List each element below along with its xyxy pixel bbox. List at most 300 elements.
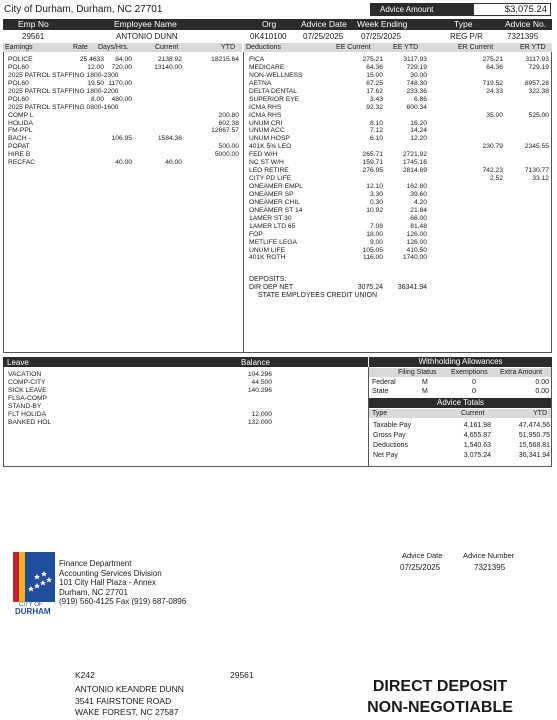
leave-balances-cell: 104.296 [247,371,272,378]
logo-text-bottom: DURHAM [15,607,51,616]
deductions-total-current: 1,540.63 [463,442,491,449]
deduction-er-current-cell [466,183,503,191]
totals-row-gross [369,432,552,442]
deduction-ee-ytd-cell: 21.84 [410,206,427,214]
deduction-ee-current-cell: 17.62 [366,87,383,95]
deduction-er-ytd-cell [508,207,549,215]
deduction-ee-current [346,56,383,262]
deduction-ee-current-cell [346,175,383,183]
deduction-ee-current-cell [346,143,383,151]
deduction-er-ytd-cell [508,223,549,231]
deduction-er-current-cell [466,207,503,215]
totals-title: Advice Totals [369,398,552,408]
main-right-border [551,52,552,353]
header-advice-date: Advice Date [301,19,347,29]
address-line: ANTONIO KEANDRE DUNN [75,684,184,694]
earnings-ytd-cell: 200.80 [218,111,239,119]
totals-row-net [369,452,552,462]
deduction-ee-ytd-cell: 66.00 [410,214,427,222]
deduction-ee-current-cell [346,112,383,120]
earnings-names-cell: RECFAC [8,159,36,167]
deduction-ee-current-cell: 159.71 [362,159,383,167]
stub-advice-date-label: Advice Date [402,551,443,560]
deduction-ee-ytd-cell: 16.20 [410,119,427,127]
mail-code: K242 [75,670,95,680]
deduction-er-current-cell [466,135,503,143]
deduction-ee-ytd-cell: 126.00 [406,230,427,238]
deduction-er-current-cell: 64.36 [486,63,503,71]
deduction-ee-ytd-cell: 14.24 [410,127,427,135]
main-bottom-border [3,352,552,353]
stub-advice-number-label: Advice Number [463,551,515,560]
deduction-er-current-cell: 719.52 [482,79,503,87]
deduction-names-cell: MEDICARE [249,63,285,71]
federal-exemptions: 0 [472,379,476,386]
stamp-line: DIRECT DEPOSIT [372,678,508,695]
federal-extra: 0.00 [535,379,549,386]
week-ending-value: 07/25/2025 [361,32,402,41]
deductions-col-name: Deductions [246,44,282,51]
main-center-divider [243,52,244,353]
deduction-ee-current-cell: 7.12 [369,127,383,135]
earnings-current-cell: 1584.36 [157,135,182,143]
deduction-ee-ytd-cell: 233.36 [406,87,427,95]
totals-col-ytd: YTD [533,410,547,417]
withholding-col-filing: Filing Status [398,369,437,376]
deduction-er-ytd-cell: 322.38 [528,87,549,95]
deduction-names-cell: AETNA [249,79,272,87]
withholding-title: Withholding Allowances [369,357,552,367]
deduction-ee-current-cell: 105.05 [362,246,383,254]
earnings-names-cell: BACH - [8,135,31,143]
deduction-er-current-cell: 35.00 [486,111,503,119]
deduction-names-cell: LEO RETIRE [249,167,289,175]
deduction-names-cell: UNUM HOSP [249,135,290,143]
deduction-er-current-cell: 275.21 [482,56,503,63]
employer-line: City of Durham, Durham, NC 27701 [4,4,163,15]
main-left-border [3,52,4,353]
withholding-row-federal [369,379,552,388]
dept-line: Durham, NC 27701 [59,587,128,597]
earnings-names-cell: POLICE [8,56,33,63]
deduction-ee-ytd-cell: 3117.93 [403,56,427,63]
earnings-current-cell: 13140.00 [154,63,182,71]
deduction-ee-ytd-cell: 30.00 [410,71,427,79]
deduction-ee-ytd-cell: 6.86 [413,95,427,103]
earnings-names-cell: COMP L [8,111,34,119]
deduction-names-cell: 401K ROTH [249,254,286,262]
header-emp-no: Emp No [18,19,49,29]
earnings-ytd-cell: 500.00 [218,143,239,151]
advice-amount-value: $3,075.24 [473,3,551,16]
deduction-ee-ytd-cell: 1745.16 [402,159,427,167]
earnings-hours-cell [98,112,132,120]
earnings-current-cell: 2138.92 [157,56,182,63]
earnings-hours-cell: 106.95 [111,135,132,143]
deduction-names-cell: FICA [249,56,265,63]
deduction-ee-ytd-cell: 410.50 [406,246,427,254]
deduction-er-ytd-cell [508,104,549,112]
header-advice-no: Advice No. [505,19,547,29]
leave-balances-cell: 12.000 [251,410,272,418]
header-org: Org [262,19,277,29]
net-current: 3,075.24 [463,452,491,459]
leave-balances-cell: 132.000 [247,418,272,426]
state-exemptions: 0 [472,388,476,395]
advice-amount-label: Advice Amount [370,3,473,16]
deduction-ee-ytd-cell: 12.20 [410,135,427,143]
deduction-ee-current-cell: 3.43 [369,95,383,103]
deduction-ee-current-cell: 116.00 [363,254,383,262]
deduction-ee-current-cell: 67.25 [366,79,383,87]
earnings-rates-cell: 8.00 [90,95,104,103]
deduction-er-ytd-cell [508,159,549,167]
earnings-names-cell: HIRE B [8,151,31,159]
address-line: 3541 FAIRSTONE ROAD [75,695,172,706]
earnings-current-cell [140,151,182,159]
deduction-names-cell: ONEAMER SP [249,190,294,198]
earnings-col-rate: Rate [73,44,88,51]
stamp-line: NON-NEGOTIABLE [367,699,513,716]
deduction-er-current-cell: 230.79 [482,143,503,151]
leave-left-border [3,367,4,467]
deduction-names-cell: UNUM LIFE [249,246,286,254]
totals-col-type: Type [372,410,388,417]
earnings-rates-cell: 19.50 [87,79,104,87]
totals-row-taxable [369,422,552,432]
earnings-current [140,56,182,167]
earnings-ytd [196,56,239,167]
deduction-names-cell: 1AMER LTD 65 [249,222,296,230]
earnings-hours-cell: 40.00 [115,159,132,167]
leave-balances-cell: 140.296 [247,386,272,394]
deduction-er-current-cell [466,120,503,128]
deduction-ee-ytd-cell: 748.30 [406,79,427,87]
earnings-ytd-cell: 12667.57 [211,127,239,135]
earnings-header [3,43,242,52]
deposits-label: DEPOSITS: [249,276,287,283]
deduction-er-ytd-cell [508,199,549,207]
deduction-ee-current-cell: 12.10 [366,183,383,190]
deduction-ee-current-cell: 3.30 [369,190,383,198]
totals-row-deductions [369,442,552,452]
withholding-col-exemptions: Exemptions [451,369,488,376]
direct-deposit-stamp [340,676,540,718]
taxable-ytd: 47,474.56 [518,422,550,429]
taxable-label: Taxable Pay [373,422,412,429]
deduction-er-ytd-cell: 2345.55 [524,143,549,151]
deduction-ee-current-cell: 275.21 [362,56,383,63]
deduction-names-cell: ICMA RHS [249,111,282,119]
deduction-er-ytd-cell: 7130.77 [524,167,549,175]
deduction-names-cell: SUPERIOR EYE [249,95,300,103]
deduction-ee-ytd-cell: 1740.00 [402,254,427,262]
deduction-er-ytd-cell: 8957.28 [524,79,549,87]
leave-header [3,357,368,367]
deduction-ee-current-cell: 7.08 [369,222,383,230]
deduction-er-current-cell [466,72,503,80]
deduction-ee-ytd-cell: 4.20 [413,198,427,206]
header-week-ending: Week Ending [357,19,408,29]
mail-emp-no: 29561 [230,670,254,680]
earnings-ytd-cell [196,96,239,104]
leave-balances [226,371,272,427]
earnings-hours-cell [98,104,132,112]
earnings-names-cell: 2025 PATROL STAFFING 1800-2200 [8,87,119,95]
dept-line: Accounting Services Division [59,568,162,578]
withholding-header [369,368,552,377]
deduction-ee-current-cell: 8.10 [369,119,383,127]
earnings-current-cell: 40.00 [165,159,182,167]
net-ytd: 36,341.94 [518,452,550,459]
earnings-ytd-cell: 602.38 [218,119,239,127]
deduction-ee-ytd-cell [387,175,427,183]
deduction-ee-current-cell [346,215,383,223]
deduction-names-cell: FOP [249,230,263,238]
totals-right-border [551,367,552,467]
deduction-names-cell: DELTA DENTAL [249,87,297,95]
leave-names-cell: FLT HOLIDA [8,410,47,418]
earnings-hours-cell [98,143,132,151]
deduction-er-ytd-cell [508,151,549,159]
deduction-er-current-cell [466,215,503,223]
earnings-rates-cell: 25.4633 [79,56,104,63]
earnings-ytd-cell [196,88,239,96]
net-label: Net Pay [373,452,398,459]
deduction-ee-current-cell: 10.92 [366,206,383,214]
logo-text-top: CITY OF [19,602,43,608]
deposit-bank: STATE EMPLOYEES CREDIT UNION [258,292,378,299]
deduction-names-cell: UNUM CRI [249,119,283,127]
deduction-er-current-cell: 24.33 [486,87,503,95]
deduction-names-cell: NC ST W/H [249,159,284,167]
header-type: Type [454,19,473,29]
deduction-names-cell: METLIFE LEGA [249,238,297,246]
earnings-names-cell: POL60 [8,63,29,71]
leave-balances-cell [226,403,272,411]
earnings-ytd-cell: 18215.64 [211,56,239,63]
earnings-hours-cell [98,88,132,96]
employee-name-value: ANTONIO DUNN [116,32,178,41]
earnings-ytd-cell [196,72,239,80]
city-logo-icon [13,552,55,602]
advice-date-value: 07/25/2025 [303,32,344,41]
earnings-hours-cell: 720.00 [111,63,132,71]
deduction-ee-current-cell: 92.32 [366,103,383,111]
leave-balance-header: Balance [241,358,270,367]
stub-advice-date: 07/25/2025 [400,563,441,572]
deduction-er-ytd-cell: 525.00 [528,111,549,119]
deduction-er-current-cell [466,247,503,255]
deduction-ee-ytd-cell: 162.80 [406,183,427,190]
deduction-er-ytd-cell [508,127,549,135]
deduction-names-cell: UNUM ACC [249,127,285,135]
deduction-ee-ytd-cell: 600.34 [406,103,427,111]
deduction-names-cell: ONEAMER EMPL [249,183,303,190]
stub-advice-number: 7321395 [474,563,506,572]
type-value: REG P/R [450,32,483,41]
deduction-names-cell: FED W/H [249,151,278,159]
earnings-ytd-cell [196,104,239,112]
leave-names-cell: STAND-BY [8,402,42,410]
earnings-current-cell [140,96,182,104]
deduction-names-cell: CITY PD LIFE [249,175,292,183]
earnings-current-cell [140,112,182,120]
deduction-names-cell: NON-WELLNESS [249,71,303,79]
earnings-col-current: Current [155,44,179,51]
earnings-current-cell [140,88,182,96]
deduction-er-current-cell: 2.52 [489,175,503,183]
deduction-ee-ytd-cell: 729.19 [406,63,427,71]
deduction-er-current-cell [466,127,503,135]
deductions-header [244,43,552,52]
deduction-er-ytd-cell [508,96,549,104]
deduction-ee-ytd-cell: 126.00 [406,238,427,246]
address-line: WAKE FOREST, NC 27587 [75,707,179,717]
earnings-col-name: Earnings [5,44,33,51]
earnings-current-cell [140,72,182,80]
leave-names-cell: SICK LEAVE [8,386,47,394]
earnings-col-ytd: YTD [221,44,235,51]
deductions-col-er-ytd: ER YTD [520,44,546,51]
deduction-er-current-cell: 742.23 [482,167,503,175]
deduction-ee-ytd-cell: 81.48 [410,222,427,230]
earnings-hours-cell [98,151,132,159]
earnings-hours-cell: 480.00 [111,95,132,103]
withholding-col-extra: Extra Amount [500,369,543,376]
department-address [59,559,186,607]
earnings-current-cell [140,104,182,112]
deduction-er-current-cell [466,159,503,167]
earnings-hours-cell: 84.00 [115,56,132,63]
deduction-ee-current-cell: 9.00 [369,238,383,246]
earnings-names-cell: POL60 [8,95,29,103]
deduction-names-cell: 401K 5% LEO [249,143,292,151]
leave-names-cell: BANKED HOL [8,418,52,426]
earnings-ytd-cell [196,159,239,167]
earnings-ytd-cell: 5000.00 [214,151,239,159]
leave-balances-cell: 44.500 [251,378,272,386]
gross-label: Gross Pay [373,432,406,439]
deposit-ytd: 36341.94 [397,284,427,291]
deduction-ee-current-cell: 15.00 [366,71,383,79]
earnings-names-cell: FM-PPL [8,127,33,135]
deduction-ee-current-cell: 276.95 [362,167,383,175]
deduction-er-ytd-cell [508,215,549,223]
deposit-name: DIR DEP NET [249,284,294,291]
earnings-rates-cell: 12.00 [87,63,104,71]
gross-ytd: 51,950.75 [518,432,550,439]
earnings-current-cell [140,80,182,88]
totals-header [369,409,552,418]
deduction-er-ytd-cell [508,183,549,191]
deductions-total-label: Deductions [373,442,409,449]
org-value: 0K410100 [250,32,287,41]
state-status: M [422,388,428,395]
earnings-hours [98,56,132,167]
deduction-er-current-cell [466,254,503,262]
deduction-ee-ytd-cell: 2814.69 [402,167,427,175]
deduction-er-current-cell [466,239,503,247]
deposit-current: 3075.24 [357,284,383,291]
advice-no-value: 7321395 [507,32,539,41]
header-employee-name: Employee Name [114,19,177,29]
deduction-er-current-cell [466,199,503,207]
deduction-ee-ytd [387,56,427,262]
deduction-er-ytd-cell [508,135,549,143]
deduction-names-cell: ONEAMER ST 14 [249,206,303,214]
leave-header-label: Leave [7,358,29,367]
earnings-current-cell [140,120,182,128]
deduction-er-ytd-cell [508,191,549,199]
deduction-er-current-cell [466,231,503,239]
leave-names-cell: COMP-CITY [8,378,46,386]
leave-balances-cell [226,395,272,403]
dept-line: 101 City Hall Plaza - Annex [59,578,156,587]
leave-names-cell: VACATION [8,371,42,378]
earnings-ytd-cell [196,64,239,72]
deduction-names-cell: ICMA RHS [249,103,282,111]
earnings-hours-cell [98,127,132,135]
deduction-ee-ytd-cell [387,112,427,120]
earnings-hours-cell [98,72,132,80]
emp-no-value: 29561 [22,32,45,41]
totals-col-current: Current [461,410,485,417]
deduction-er-ytd [508,56,549,262]
deductions-col-ee-current: EE Current [336,44,371,51]
state-extra: 0.00 [535,388,549,395]
deduction-er-ytd-cell: 3117.93 [525,56,549,63]
earnings-current-cell [140,143,182,151]
deduction-ee-current-cell: 6.10 [369,135,383,143]
header-value-row [3,31,552,41]
earnings-hours-cell: 1170.00 [108,79,132,87]
deductions-col-ee-ytd: EE YTD [393,44,419,51]
city-logo [13,552,55,616]
earnings-names-cell: POPAT [8,143,30,151]
deduction-er-current-cell [466,104,503,112]
deduction-er-current [466,56,503,262]
earnings-names-cell: HOLIDA [8,119,33,127]
dept-line: Finance Department [59,559,132,568]
deduction-names-cell: 1AMER ST 30 [249,214,292,222]
earnings-col-hours: Days/Hrs. [98,44,129,51]
earnings-names-cell: 2025 PATROL STAFFING 0800-1600 [8,103,119,111]
deductions-col-er-current: ER Current [458,44,494,51]
earnings-names-cell: 2025 PATROL STAFFING 1800-2300 [8,71,119,79]
federal-status: M [422,379,428,386]
deduction-ee-current-cell: 64.36 [366,63,383,71]
deduction-ee-current-cell: 0.30 [369,198,383,206]
taxable-current: 4,161.98 [463,422,491,429]
deduction-er-current-cell [466,96,503,104]
dept-line: (919) 560-4125 Fax (919) 687-0896 [59,597,187,606]
gross-current: 4,655.87 [463,432,491,439]
deduction-er-current-cell [466,151,503,159]
deduction-ee-current-cell: 18.00 [366,230,383,238]
earnings-current-cell [140,127,182,135]
header-label-row [3,19,552,30]
deduction-er-ytd-cell [508,254,549,262]
deductions-total-ytd: 15,568.81 [518,442,550,449]
deduction-ee-ytd-cell: 39.60 [410,190,427,198]
withholding-row-state [369,388,552,397]
deduction-er-ytd-cell [508,239,549,247]
earnings-names-cell: POL60 [8,79,29,87]
deduction-er-ytd-cell [508,120,549,128]
deduction-ee-ytd-cell: 2721.92 [402,151,427,159]
state-label: State [372,388,389,395]
